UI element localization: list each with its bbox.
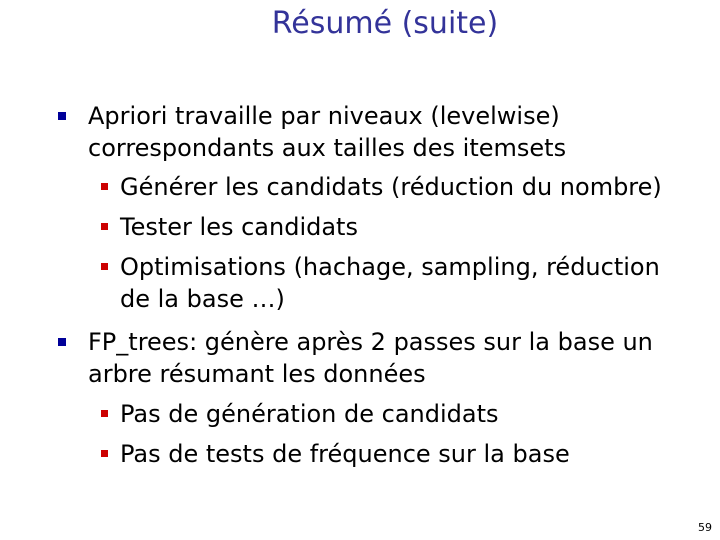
bullet-2-line-1: FP_trees: génère après 2 passes sur la base un xyxy=(88,328,653,356)
bullet-1-marker xyxy=(58,112,66,120)
bullet-2-2-marker xyxy=(101,450,108,457)
slide-title: Résumé (suite) xyxy=(271,6,499,41)
bullet-1-1-marker xyxy=(101,183,108,190)
bullet-1-1-text: Générer les candidats (réduction du nombre) xyxy=(120,173,662,201)
bullet-2-2-text: Pas de tests de fréquence sur la base xyxy=(120,440,570,468)
bullet-2-line-2: arbre résumant les données xyxy=(88,360,426,388)
bullet-1-3-marker xyxy=(101,263,108,270)
bullet-1-2-text: Tester les candidats xyxy=(120,213,358,241)
bullet-1-3-line-2: de la base …) xyxy=(120,285,285,313)
bullet-1-3-line-1: Optimisations (hachage, sampling, réduction xyxy=(120,253,660,281)
bullet-1-2-marker xyxy=(101,223,108,230)
bullet-2-marker xyxy=(58,338,66,346)
page-number: 59 xyxy=(698,521,712,534)
bullet-1-line-2: correspondants aux tailles des itemsets xyxy=(88,134,567,162)
bullet-1-line-1: Apriori travaille par niveaux (levelwise) xyxy=(88,102,560,130)
bullet-2-1-text: Pas de génération de candidats xyxy=(120,400,499,428)
bullet-2-1-marker xyxy=(101,410,108,417)
